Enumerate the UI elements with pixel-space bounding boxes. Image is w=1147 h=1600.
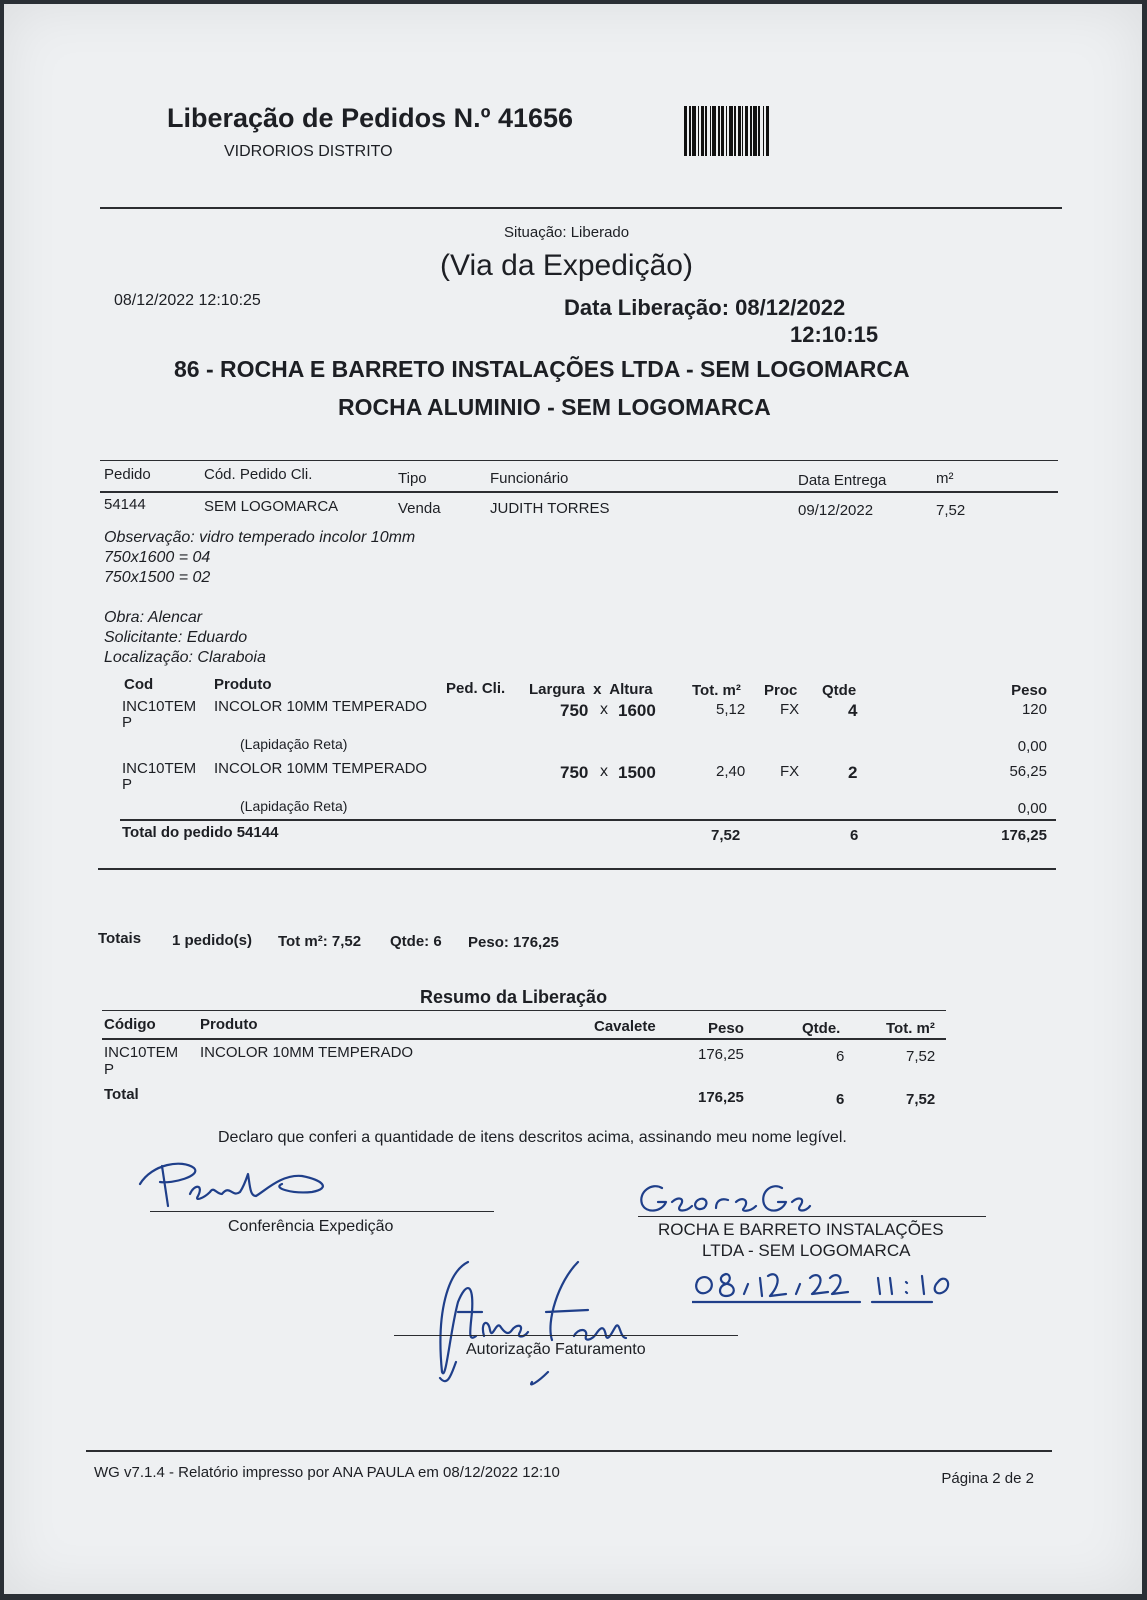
page-number: Página 2 de 2 (941, 1470, 1034, 1487)
client-signature-name-cont: LTDA - SEM LOGOMARCA (702, 1241, 911, 1260)
order-total-qtde: 6 (850, 827, 859, 844)
document-page (4, 4, 1142, 1594)
signature-line-conferencia (150, 1211, 494, 1212)
signature-client (632, 1174, 812, 1220)
items-col-qtde: Qtde (822, 682, 857, 699)
item-proc: FX (780, 763, 800, 780)
summary-header-line (102, 1038, 946, 1040)
item-service: (Lapidação Reta) (240, 736, 348, 752)
item-largura: 750 (560, 763, 589, 782)
summary-top-line (102, 1010, 946, 1011)
col-funcionario: Funcionário (490, 470, 569, 487)
signature-line-client (638, 1216, 986, 1217)
summary-total-tot-m2: 7,52 (906, 1091, 936, 1108)
obra: Obra: Alencar (104, 609, 203, 626)
item-produto: INCOLOR 10MM TEMPERADO (214, 698, 428, 715)
summary-peso: 176,25 (698, 1046, 744, 1063)
summary-total-qtde: 6 (836, 1091, 845, 1108)
col-cod-pedido-cli: Cód. Pedido Cli. (204, 466, 313, 483)
item-cod: INC10TEM (122, 760, 197, 777)
order-top-line (100, 460, 1058, 461)
via-label: (Via da Expedição) (440, 249, 693, 282)
item-altura: 1500 (618, 763, 656, 782)
order-cod-pedido-cli: SEM LOGOMARCA (204, 498, 339, 515)
col-data-entrega: Data Entrega (798, 472, 887, 489)
item-x: x (600, 763, 608, 780)
items-col-largura-altura: Largura x Altura (529, 681, 653, 698)
item-cod: INC10TEM (122, 698, 197, 715)
items-col-proc: Proc (764, 682, 798, 699)
printed-datetime: 08/12/2022 12:10:25 (114, 292, 261, 309)
observation-line-2: 750x1600 = 04 (104, 549, 211, 566)
col-pedido: Pedido (104, 466, 151, 483)
items-col-ped-cli: Ped. Cli. (446, 680, 506, 697)
items-col-peso: Peso (1011, 682, 1047, 699)
summary-col-cavalete: Cavalete (594, 1018, 656, 1035)
order-total-m2: 7,52 (711, 827, 741, 844)
signature-conferencia (132, 1154, 362, 1214)
summary-total-peso: 176,25 (698, 1089, 744, 1106)
order-total-peso: 176,25 (1001, 827, 1047, 844)
summary-title: Resumo da Liberação (420, 987, 608, 1007)
items-col-cod: Cod (124, 676, 154, 693)
item-service-peso: 0,00 (1017, 800, 1047, 817)
totals-m2: Tot m²: 7,52 (278, 933, 362, 950)
status-label: Situação: Liberado (504, 224, 630, 241)
col-tipo: Tipo (398, 470, 427, 487)
section-divider (98, 868, 1056, 870)
barcode (684, 106, 859, 156)
order-funcionario: JUDITH TORRES (490, 500, 610, 517)
item-qtde: 4 (848, 701, 858, 720)
item-proc: FX (780, 701, 800, 718)
release-time: 12:10:15 (790, 322, 879, 347)
col-m2: m² (936, 470, 954, 487)
summary-col-peso: Peso (708, 1020, 744, 1037)
observation: Observação: vidro temperado incolor 10mm (104, 529, 416, 546)
conferencia-label: Conferência Expedição (228, 1218, 394, 1235)
item-produto: INCOLOR 10MM TEMPERADO (214, 760, 428, 777)
items-col-tot-m2: Tot. m² (692, 682, 741, 699)
summary-tot-m2: 7,52 (906, 1048, 936, 1065)
summary-produto: INCOLOR 10MM TEMPERADO (200, 1044, 414, 1061)
summary-codigo-cont: P (104, 1061, 115, 1078)
item-qtde: 2 (848, 763, 858, 782)
declaration: Declaro que conferi a quantidade de itens descritos acima, assinando meu nome legível. (218, 1129, 847, 1146)
item-x: x (600, 701, 608, 718)
item-tot-m2: 5,12 (716, 701, 746, 718)
items-col-produto: Produto (214, 676, 272, 693)
totals-peso: Peso: 176,25 (468, 934, 559, 951)
summary-qtde: 6 (836, 1048, 845, 1065)
order-header-line (100, 491, 1058, 493)
summary-col-produto: Produto (200, 1016, 258, 1033)
item-service: (Lapidação Reta) (240, 798, 348, 814)
order-total-line (120, 819, 1056, 821)
order-pedido: 54144 (104, 496, 146, 513)
client-signature-name: ROCHA E BARRETO INSTALAÇÕES (658, 1220, 944, 1239)
totals-pedidos: 1 pedido(s) (172, 932, 253, 949)
document-title: Liberação de Pedidos N.º 41656 (167, 103, 574, 133)
observation-line-3: 750x1500 = 02 (104, 569, 211, 586)
client-trade-name: ROCHA ALUMINIO - SEM LOGOMARCA (338, 394, 771, 420)
item-peso: 56,25 (1009, 763, 1047, 780)
totals-qtde: Qtde: 6 (390, 933, 442, 950)
localizacao: Localização: Claraboia (104, 649, 266, 666)
summary-total-label: Total (104, 1086, 139, 1103)
barcode-bar (769, 106, 771, 156)
footer-report-info: WG v7.1.4 - Relatório impresso por ANA PAULA em 08/12/2022 12:10 (94, 1464, 560, 1481)
summary-col-codigo: Código (104, 1016, 156, 1033)
order-data-entrega: 09/12/2022 (798, 502, 874, 519)
item-largura: 750 (560, 701, 589, 720)
order-tipo: Venda (398, 500, 441, 517)
item-tot-m2: 2,40 (716, 763, 746, 780)
item-cod-cont: P (122, 714, 133, 731)
summary-codigo: INC10TEM (104, 1044, 179, 1061)
autorizacao-label: Autorização Faturamento (466, 1341, 646, 1358)
handwritten-date (692, 1262, 982, 1310)
item-peso: 120 (1021, 701, 1047, 718)
release-date: Data Liberação: 08/12/2022 (564, 295, 846, 320)
item-service-peso: 0,00 (1017, 738, 1047, 755)
client-name: 86 - ROCHA E BARRETO INSTALAÇÕES LTDA - SEM LOGOMARCA (174, 356, 910, 382)
item-cod-cont: P (122, 776, 133, 793)
summary-col-qtde: Qtde. (802, 1020, 841, 1037)
header-divider (100, 207, 1062, 209)
order-total-label: Total do pedido 54144 (122, 824, 279, 841)
footer-divider (86, 1450, 1052, 1452)
summary-col-tot-m2: Tot. m² (886, 1020, 935, 1037)
item-altura: 1600 (618, 701, 656, 720)
totals-label: Totais (98, 930, 142, 947)
solicitante: Solicitante: Eduardo (104, 629, 248, 646)
order-m2: 7,52 (936, 502, 966, 519)
company-name: VIDRORIOS DISTRITO (224, 143, 393, 160)
signature-autorizacao (428, 1252, 648, 1392)
signature-line-autorizacao (394, 1335, 738, 1336)
